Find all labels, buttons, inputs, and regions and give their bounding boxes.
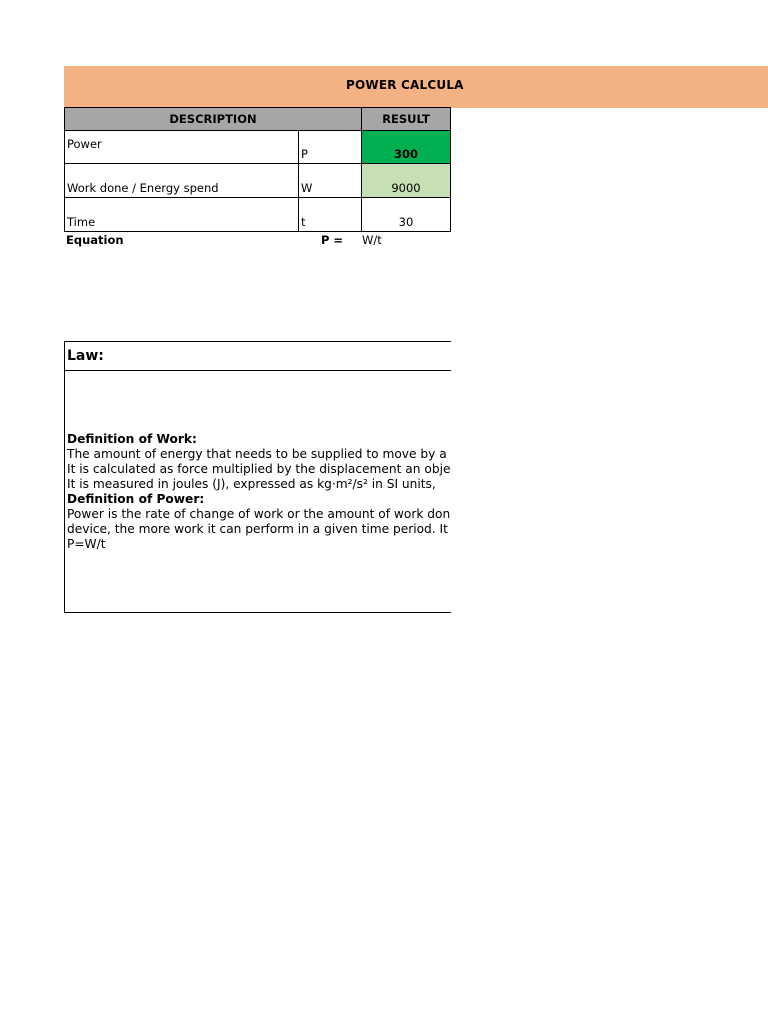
power-value[interactable]: 300 — [362, 131, 451, 164]
calculator-table — [64, 107, 451, 232]
work-label: Work done / Energy spend — [65, 164, 299, 198]
work-symbol: W — [299, 164, 362, 198]
equation-lhs: P = — [321, 233, 344, 247]
work-value[interactable]: 9000 — [362, 164, 451, 198]
power-symbol: P — [299, 131, 362, 164]
table-row — [65, 164, 451, 198]
result-header: RESULT — [362, 108, 451, 131]
law-text — [65, 371, 451, 552]
table-header-row — [65, 108, 451, 131]
power-definition-title: Definition of Power: — [67, 492, 205, 506]
time-label: Time — [65, 198, 299, 232]
work-definition-line: It is calculated as force multiplied by the displacement an obje — [67, 462, 451, 476]
equation-label: Equation — [66, 233, 124, 247]
time-symbol: t — [299, 198, 362, 232]
power-definition-line: device, the more work it can perform in a given time period. It — [67, 522, 448, 536]
table-row — [65, 131, 451, 164]
power-formula: P=W/t — [67, 537, 106, 551]
description-header: DESCRIPTION — [65, 108, 362, 131]
law-heading: Law: — [65, 342, 451, 371]
power-definition-line: Power is the rate of change of work or the amount of work don — [67, 507, 451, 521]
work-definition-line: The amount of energy that needs to be supplied to move by a — [67, 447, 447, 461]
power-label: Power — [65, 131, 299, 164]
work-definition-title: Definition of Work: — [67, 432, 197, 446]
page-title: POWER CALCULA — [346, 78, 464, 92]
equation-rhs: W/t — [362, 233, 382, 247]
work-definition-line: It is measured in joules (J), expressed as kg·m²/s² in SI units, — [67, 477, 436, 491]
law-section — [64, 341, 451, 613]
time-value[interactable]: 30 — [362, 198, 451, 232]
table-row — [65, 198, 451, 232]
